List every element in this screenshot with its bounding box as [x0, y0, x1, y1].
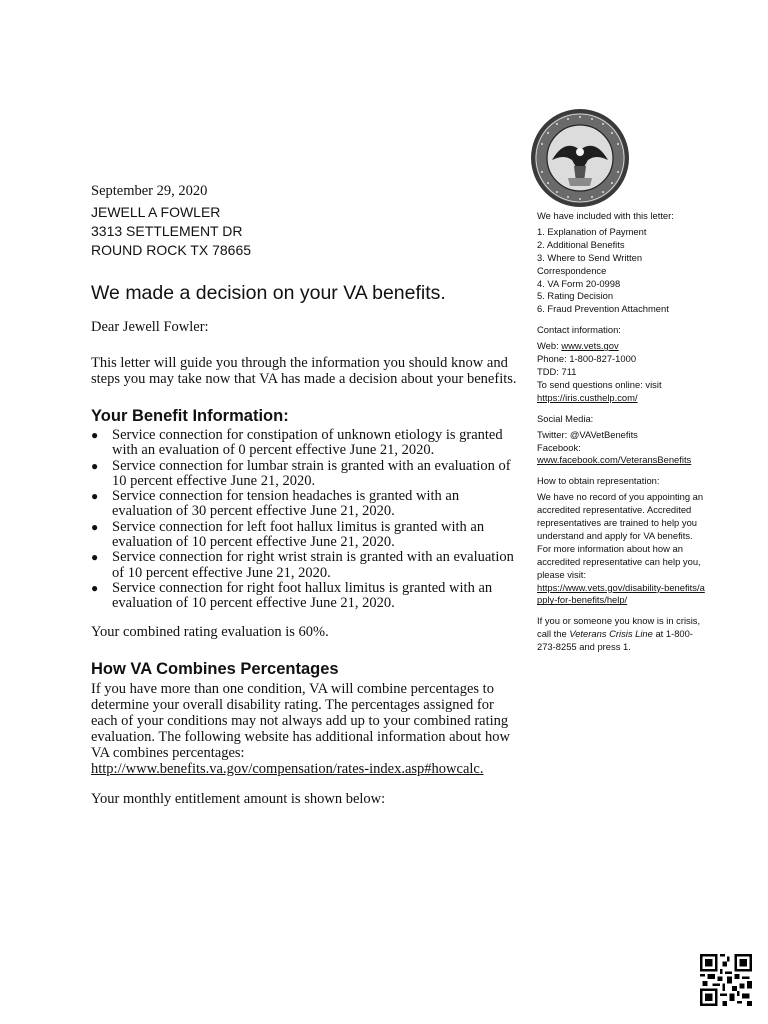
benefit-item: ● Service connection for right foot hallux limitus is granted with an evaluation of 10 percent effective June 21, 2020.	[91, 579, 493, 612]
combine-link[interactable]: http://www.benefits.va.gov/compensation/rates-index.asp#howcalc.	[91, 760, 484, 777]
bullet-icon: ●	[91, 519, 99, 534]
benefit-item: ● Service connection for tension headaches is granted with an evaluation of 30 percent effective June 21, 2020.	[91, 488, 460, 520]
address-line: 3313 SETTLEMENT DR	[91, 223, 243, 239]
combined-rating: Your combined rating evaluation is 60%.	[91, 623, 329, 640]
bullet-icon: ●	[91, 489, 99, 504]
bullet-icon: ●	[91, 550, 99, 565]
facebook-line: Facebook: www.facebook.com/VeteransBenefits	[537, 441, 692, 466]
crisis-block: If you or someone you know is in crisis, call the Veterans Crisis Line at 1-800-273-8255 and press 1.	[537, 615, 701, 653]
facebook-link[interactable]: www.facebook.com/VeteransBenefits	[537, 454, 692, 466]
combine-paragraph	[91, 681, 523, 777]
social-heading: Social Media:	[537, 412, 594, 424]
bullet-icon: ●	[91, 458, 99, 473]
representation-block	[537, 475, 707, 607]
representation-heading: How to obtain representation:	[537, 475, 660, 487]
combine-text: If you have more than one condition, VA will combine percentages to determine your overall disability rating. The percentages assigned for each of your conditions may not always add up to your combined rating evaluation. The following website has additional information about how VA combines percentages:	[91, 680, 510, 761]
tdd-line: TDD: 711	[537, 365, 577, 377]
address-block	[91, 203, 523, 260]
phone-line: Phone: 1-800-827-1000	[537, 353, 637, 365]
intro-paragraph: This letter will guide you through the information you should know and steps you may take now that VA has made a decision about your benefits.	[91, 355, 517, 387]
letter-headline: We made a decision on your VA benefits.	[91, 282, 446, 304]
va-seal-icon	[530, 108, 630, 208]
combine-heading: How VA Combines Percentages	[91, 659, 339, 678]
address-line: ROUND ROCK TX 78665	[91, 242, 252, 258]
included-item: 6. Fraud Prevention Attachment	[537, 303, 669, 315]
included-block	[537, 210, 707, 316]
included-item: 5. Rating Decision	[537, 290, 614, 302]
representation-link[interactable]: https://www.vets.gov/disability-benefits/apply-for-benefits/help/	[537, 581, 705, 606]
letter-body	[91, 182, 523, 807]
bullet-icon: ●	[91, 580, 99, 595]
monthly-entitlement-text: Your monthly entitlement amount is shown below:	[91, 790, 386, 807]
web-link[interactable]: www.vets.gov	[561, 340, 619, 352]
benefit-item: ● Service connection for right wrist strain is granted with an evaluation of 10 percent effective June 21, 2020.	[91, 549, 514, 581]
crisis-line-name: Veterans Crisis Line	[569, 628, 653, 640]
benefit-heading: Your Benefit Information:	[91, 407, 289, 425]
sidebar	[537, 210, 707, 662]
included-item: 4. VA Form 20-0998	[537, 277, 621, 289]
included-heading: We have included with this letter:	[537, 210, 674, 221]
included-item: 1. Explanation of Payment	[537, 225, 647, 237]
benefit-item: ● Service connection for lumbar strain is granted with an evaluation of 10 percent effective June 21, 2020.	[91, 457, 511, 489]
benefit-item: ● Service connection for left foot hallux limitus is granted with an evaluation of 10 percent effective June 21, 2020.	[91, 518, 485, 551]
address-line: JEWELL A FOWLER	[91, 204, 221, 220]
included-item: 3. Where to Send Written Correspondence	[537, 251, 643, 276]
letter-date: September 29, 2020	[91, 183, 208, 199]
contact-heading: Contact information:	[537, 324, 621, 336]
included-list	[537, 226, 707, 316]
questions-link[interactable]: https://iris.custhelp.com/	[537, 391, 638, 403]
web-line: Web: www.vets.gov	[537, 340, 619, 352]
salutation: Dear Jewell Fowler:	[91, 319, 209, 335]
representation-text: We have no record of you appointing an accredited representative. Accredited representatives are trained to help you understand and apply for VA benefits. For more information about how an accredited representative can help you, please visit:	[537, 491, 704, 580]
qr-code-icon	[700, 954, 752, 1006]
bullet-icon: ●	[91, 428, 99, 442]
benefit-item: ● Service connection for constipation of unknown etiology is granted with an evaluation of 0 percent effective June 21, 2020.	[91, 427, 503, 459]
social-block	[537, 413, 707, 468]
benefit-list	[91, 428, 523, 612]
twitter-line: Twitter: @VAVetBenefits	[537, 428, 638, 440]
contact-block	[537, 324, 707, 404]
questions-text: To send questions online: visit	[537, 378, 662, 390]
included-item: 2. Additional Benefits	[537, 238, 625, 250]
